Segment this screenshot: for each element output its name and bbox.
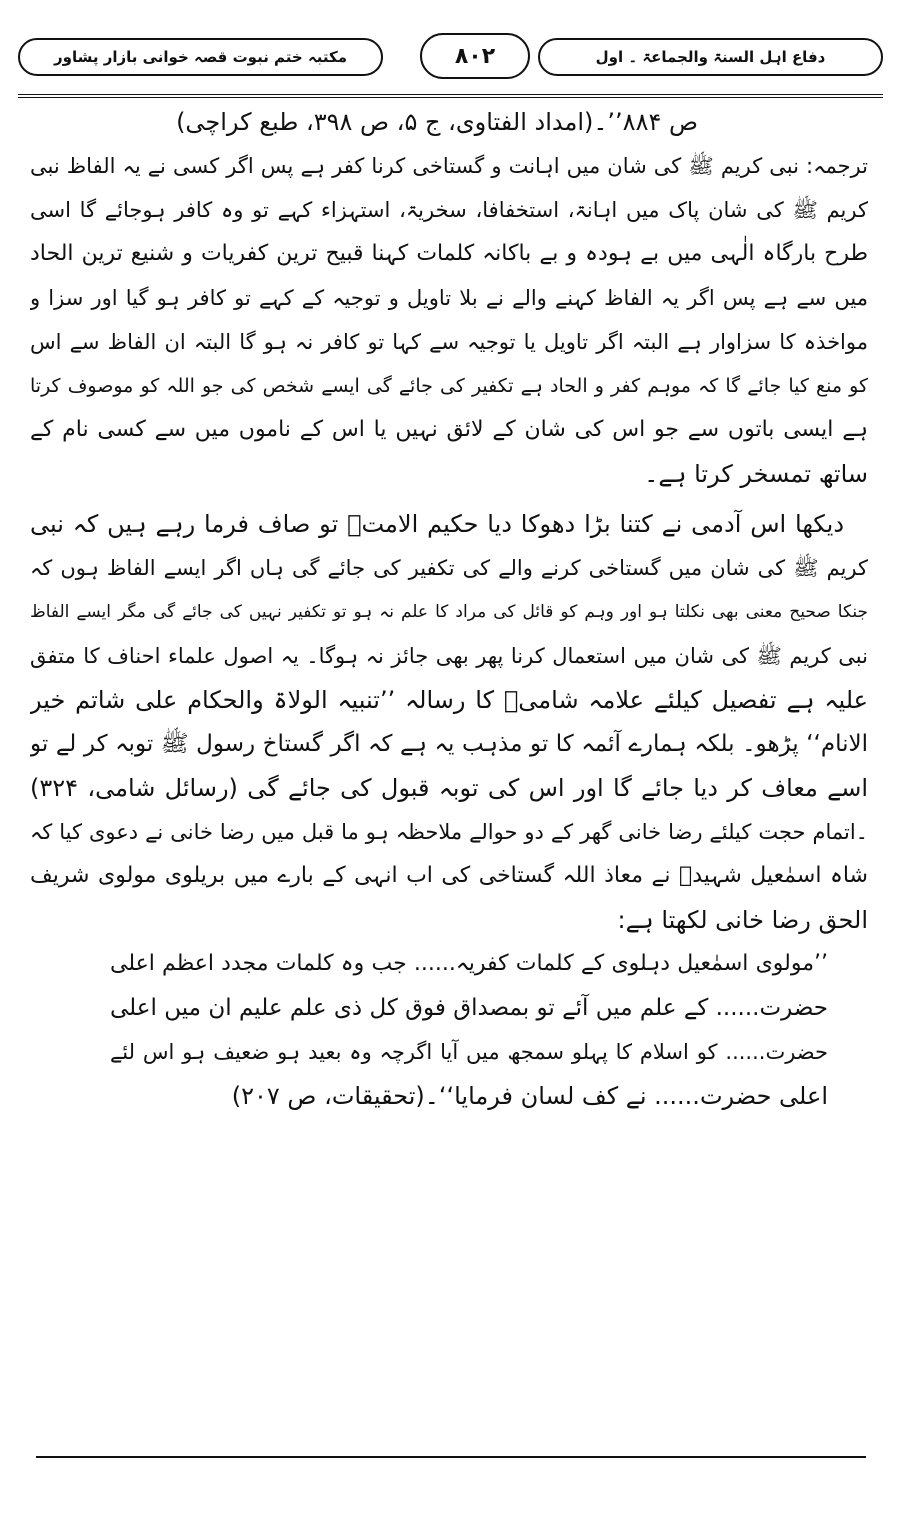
text-line: میں سے ہے پس اگر یہ الفاظ کہنے والے نے بلا تاویل و توجیہ کے کہے تو کافر ہو گیا اور سزا و xyxy=(30,286,868,310)
text-line: کو منع کیا جائے گا کہ موہم کفر و الحاد ہے تکفیر کی جائے گی ایسے شخص کی جو اللہ کو موصوف کرتا xyxy=(30,375,868,397)
header-rule xyxy=(18,94,883,98)
text-line: طرح بارگاہ الٰہی میں بے ہودہ و بے باکانہ کلمات کہنا قبیح ترین کفریات و شنیع ترین الحاد xyxy=(30,241,868,266)
citation-paragraph xyxy=(30,100,868,144)
book-title-label xyxy=(538,38,883,76)
text-line: دیکھا اس آدمی نے کتنا بڑا دھوکا دیا حکیم الامتؒ تو صاف فرما رہے ہیں کہ نبی xyxy=(30,510,844,538)
text-line: ترجمہ: نبی کریم ﷺ کی شان میں اہانت و گستاخی کرنا کفر ہے پس اگر کسی نے یہ الفاظ نبی xyxy=(30,154,868,178)
text-line: اسے معاف کر دیا جائے گا اور اس کی توبہ قبول کی جائے گی (رسائل شامی، ۳۲۴) xyxy=(30,774,868,802)
text-line: ساتھ تمسخر کرتا ہے۔ xyxy=(644,460,868,488)
quote-line: اعلی حضرت...... نے کف لسان فرمایا‘‘۔(تحقیقات، ص ۲۰۷) xyxy=(231,1082,828,1110)
publisher-text: مکتبہ ختم نبوت قصہ خوانی بازار پشاور xyxy=(53,48,348,66)
book-title-text: دفاع اہل السنۃ والجماعۃ ۔ اول xyxy=(595,48,826,66)
running-header xyxy=(18,28,883,102)
page-body xyxy=(30,100,868,1430)
text-line: جنکا صحیح معنی بھی نکلتا ہو اور وہم کو قائل کی مراد کا علم نہ ہو تو تکفیر نہیں کی جائے گی مگر ایسے الفاظ xyxy=(30,602,868,622)
quote-line: ’’مولوی اسمٰعیل دہلوی کے کلمات کفریہ...... جب وہ کلمات مجدد اعظم اعلی xyxy=(110,951,828,976)
text-line: ہے ایسی باتوں سے جو اس کی شان کے لائق نہیں یا اس کے ناموں میں سے کسی نام کے xyxy=(30,417,868,442)
text-line: کریم ﷺ کی شان میں گستاخی کرنے والے کی تکفیر کی جائے گی ہاں اگر ایسے الفاظ ہوں کہ xyxy=(30,556,868,580)
text-line: الحق رضا خانی لکھتا ہے: xyxy=(617,906,868,934)
quote-line: حضرت...... کے علم میں آئے تو بمصداق فوق کل ذی علم علیم ان میں اعلی xyxy=(110,995,828,1021)
text-line: شاہ اسمٰعیل شہیدؒ نے معاذ اللہ گستاخی کی اب انہی کے بارے میں بریلوی مولوی شریف xyxy=(30,863,868,888)
text-line: کریم ﷺ کی شان پاک میں اہانۃ، استخفافا، سخریۃ، استہزاء کہے تو وہ کافر ہوجائے گا اسی xyxy=(30,198,868,222)
footer-rule xyxy=(36,1456,866,1458)
text-line: نبی کریم ﷺ کی شان میں استعمال کرنا پھر بھی جائز نہ ہوگا۔ یہ اصول علماء احناف کا متفق xyxy=(30,644,868,668)
quote-line: حضرت...... کو اسلام کا پہلو سمجھ میں آیا اگرچہ وہ بعید ہو ضعیف ہو اس لئے xyxy=(110,1040,828,1064)
page-number: ۸۰۲ xyxy=(420,33,530,79)
translation-paragraph xyxy=(30,144,868,496)
publisher-label xyxy=(18,38,383,76)
text-line: ۔اتمام حجت کیلئے رضا خانی گھر کے دو حوالے ملاحظہ ہو ما قبل میں رضا خانی نے دعوی کیا کہ xyxy=(30,820,868,844)
block-quote xyxy=(30,942,868,1118)
text-line: ص ۸۸۴’’۔(امداد الفتاوی، ج ۵، ص ۳۹۸، طبع کراچی) xyxy=(176,108,698,136)
text-line: مواخذہ کا سزاوار ہے البتہ اگر تاویل یا توجیہ سے کہا تو کافر نہ ہو گا البتہ ان الفاظ سے اس xyxy=(30,330,868,354)
commentary-paragraph xyxy=(30,502,868,942)
text-line: الانام‘‘ پڑھو۔ بلکہ ہمارے آئمہ کا تو مذہب یہ ہے کہ اگر گستاخ رسول ﷺ توبہ کر لے تو xyxy=(30,731,868,757)
text-line: علیہ ہے تفصیل کیلئے علامہ شامیؒ کا رسالہ ’’تنبیہ الولاۃ والحکام علی شاتم خیر xyxy=(30,686,868,714)
